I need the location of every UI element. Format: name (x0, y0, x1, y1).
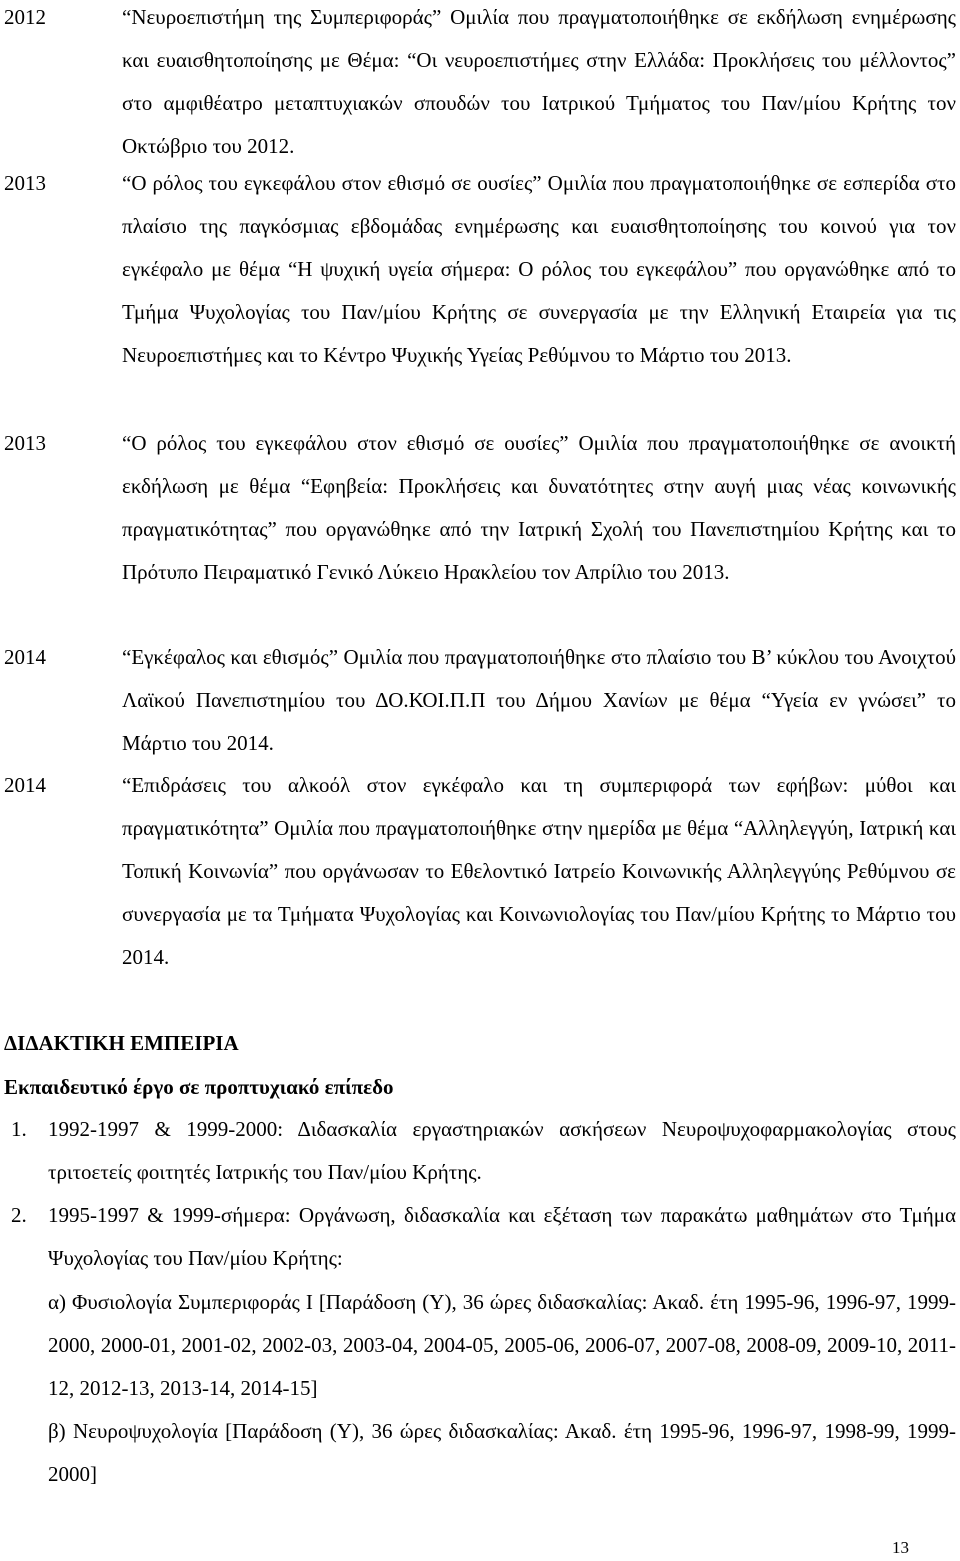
section-heading: ΔΙΔΑΚΤΙΚΗ ΕΜΠΕΙΡΙΑ (4, 1031, 239, 1055)
entry-text: “Εγκέφαλος και εθισμός” Ομιλία που πραγματοποιήθηκε στο πλαίσιο του Β’ κύκλου του Ανοιχτού Λαϊκού Πανεπιστημίου του ΔΟ.ΚΟΙ.Π.Π του Δήμου Χανίων με θέμα “Υγεία εν γνώσει” το Μάρτιο του 2014. (122, 645, 956, 755)
entry-text: “Επιδράσεις του αλκοόλ στον εγκέφαλο και τη συμπεριφορά των εφήβων: μύθοι και πραγματικότητα” Ομιλία που πραγματοποιήθηκε στην ημερίδα με θέμα “Αλληλεγγύη, Ιατρική και Τοπική Κοινωνία” που οργάνωσαν το Εθελοντικό Ιατρείο Κοινωνικής Αλληλεγγύης Ρεθύμνου σε συνεργασία με τα Τμήματα Ψυχολογίας και Κοινωνιολογίας του Παν/μίου Κρήτης το Μάρτιο του 2014. (122, 773, 956, 969)
entry-year: 2013 (4, 171, 46, 195)
course-item-physiology: α) Φυσιολογία Συμπεριφοράς Ι [Παράδοση (Υ), 36 ώρες διδασκαλίας: Ακαδ. έτη 1995-96, 1996-97, 1999-2000, 2000-01, 2001-02, 2002-03, 2003-04, 2004-05, 2005-06, 2006-07, 2007-08, 2008-09, 2009-10, 2011-12, 2012-13, 2013-14, 2014-15] (48, 1290, 956, 1400)
list-item (0, 1108, 960, 1194)
entry-year: 2014 (4, 645, 46, 669)
list-text: 1992-1997 & 1999-2000: Διδασκαλία εργαστηριακών ασκήσεων Νευροψυχοφαρμακολογίας στους τριτοετείς φοιτητές Ιατρικής του Παν/μίου Κρήτης. (48, 1117, 956, 1184)
page-number: 13 (892, 1538, 909, 1557)
list-item (0, 1194, 960, 1280)
entry-year: 2013 (4, 431, 46, 455)
list-number: 2. (11, 1203, 27, 1227)
entry-year: 2012 (4, 5, 46, 29)
subsection-heading: Εκπαιδευτικό έργο σε προπτυχιακό επίπεδο (4, 1075, 394, 1099)
talk-entry-2013-a (0, 162, 960, 377)
entry-year: 2014 (4, 773, 46, 797)
list-text: 1995-1997 & 1999-σήμερα: Οργάνωση, διδασκαλία και εξέταση των παρακάτω μαθημάτων στο Τμήμα Ψυχολογίας του Παν/μίου Κρήτης: (48, 1203, 956, 1270)
course-item-neuropsychology: β) Νευροψυχολογία [Παράδοση (Υ), 36 ώρες διδασκαλίας: Ακαδ. έτη 1995-96, 1996-97, 1998-99, 1999-2000] (48, 1419, 956, 1486)
talk-entry-2013-b (0, 422, 960, 594)
talk-entry-2014-b (0, 764, 960, 979)
talk-entry-2012 (0, 0, 960, 168)
entry-text: “Ο ρόλος του εγκεφάλου στον εθισμό σε ουσίες” Ομιλία που πραγματοποιήθηκε σε εσπερίδα στο πλαίσιο της παγκόσμιας εβδομάδας ενημέρωσης και ευαισθητοποίησης του κοινού για τον εγκέφαλο με θέμα “Η ψυχική υγεία σήμερα: Ο ρόλος του εγκεφάλου” που οργανώθηκε από το Τμήμα Ψυχολογίας του Παν/μίου Κρήτης σε συνεργασία με την Ελληνική Εταιρεία για τις Νευροεπιστήμες και το Κέντρο Ψυχικής Υγείας Ρεθύμνου το Μάρτιο του 2013. (122, 171, 956, 367)
entry-text: “Νευροεπιστήμη της Συμπεριφοράς” Ομιλία που πραγματοποιήθηκε σε εκδήλωση ενημέρωσης και ευαισθητοποίησης με Θέμα: “Οι νευροεπιστήμες στην Ελλάδα: Προκλήσεις του μέλλοντος” στο αμφιθέατρο μεταπτυχιακών σπουδών του Ιατρικού Τμήματος του Παν/μίου Κρήτης τον Οκτώβριο του 2012. (122, 5, 956, 158)
talk-entry-2014-a (0, 636, 960, 765)
list-number: 1. (11, 1117, 27, 1141)
entry-text: “Ο ρόλος του εγκεφάλου στον εθισμό σε ουσίες” Ομιλία που πραγματοποιήθηκε σε ανοικτή εκδήλωση με θέμα “Εφηβεία: Προκλήσεις και δυνατότητες στην αυγή μιας νέας κοινωνικής πραγματικότητας” που οργανώθηκε από την Ιατρική Σχολή του Πανεπιστημίου Κρήτης και το Πρότυπο Πειραματικό Γενικό Λύκειο Ηρακλείου τον Απρίλιο του 2013. (122, 431, 956, 584)
